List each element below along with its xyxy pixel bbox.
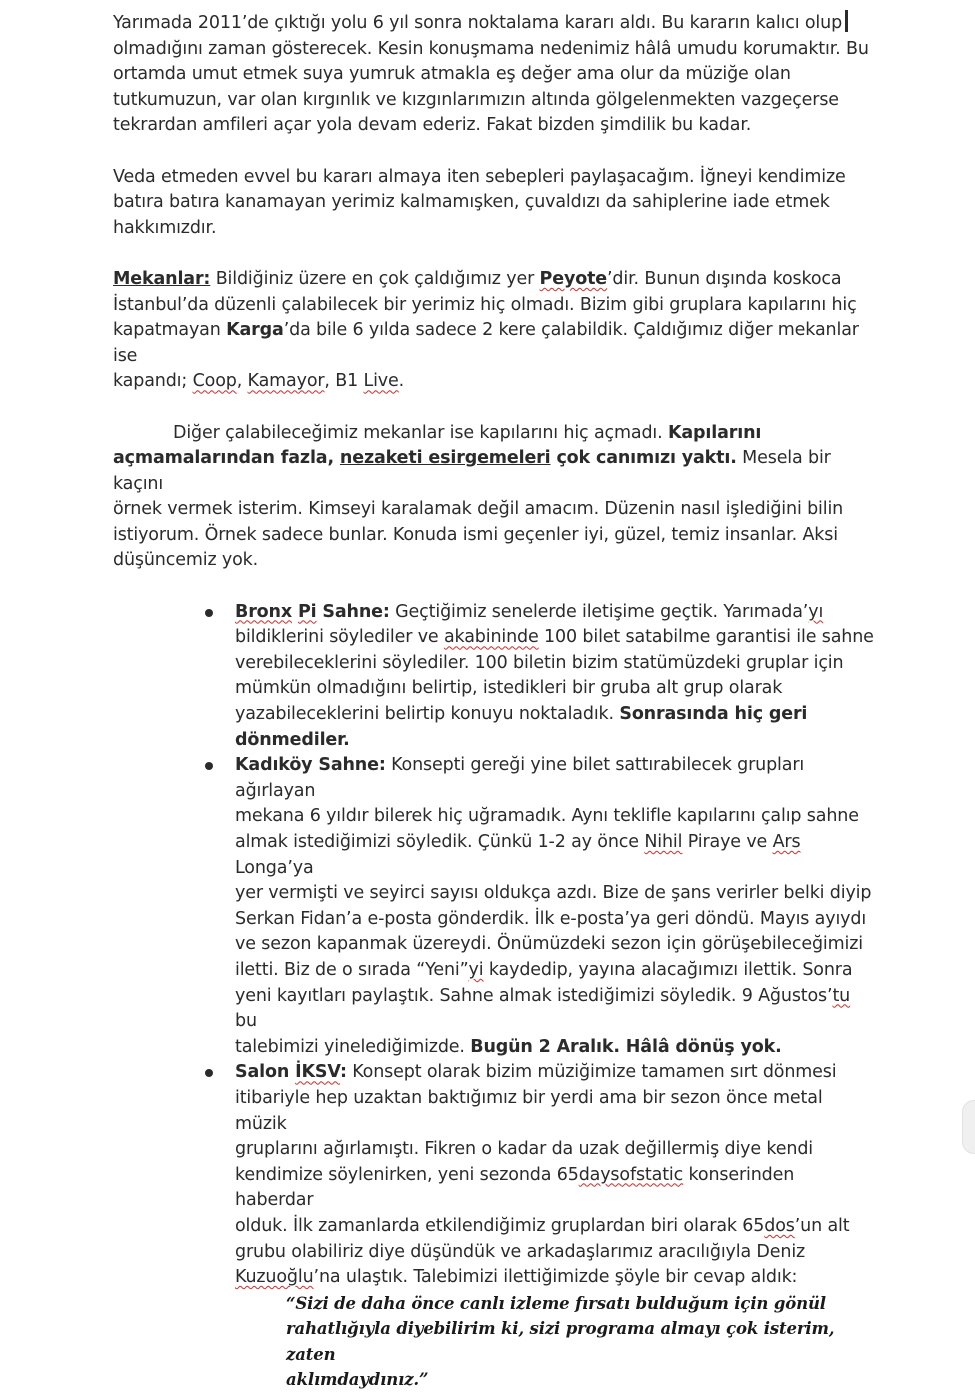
document-body bbox=[113, 10, 875, 1393]
list-item-iksv: Salon İKSV: Konsept olarak bizim müziğimize tamamen sırt dönmesi itibariyle hep uzaktan baktığımız bir yerdi ama bir sezon önce metal müzik gruplarını ağırlamıştı. Fikren o kadar da uzak değillermiş diye kendi kendimize söylenirken, yeni sezonda 65daysofstatic konserinden haberdar olduk. İlk zamanlarda etkilendiğimiz gruplardan biri olarak 65dos’un alt grubu olabiliriz diye düşündük ve arkadaşlarımız aracılığıyla Deniz Kuzuoğlu’na ulaştık. Talebimizi ilettiğimizde şöyle bir cevap aldık: bbox=[235, 1060, 875, 1290]
paragraph-intro: Yarımada 2011’de çıktığı yolu 6 yıl sonra noktalama kararı aldı. Bu kararın kalıcı olup olmadığını zaman gösterecek. Kesin konuşmama nedenimiz hâlâ umudu korumaktır. Bu ortamda umut etmek suya yumruk atmakla eş değer ama olur da müziğe olan tutkumuzun, var olan kırgınlık ve kızgınlarımızın altında gölgelenmekten vazgeçerse tekrardan amfileri açar yola devam ederiz. Fakat bizden şimdilik bu kadar. bbox=[113, 10, 875, 139]
paragraph-closed-doors: Diğer çalabileceğimiz mekanlar ise kapılarını hiç açmadı. Kapılarını açmamalarından fazla, nezaketi esirgemeleri çok canımızı yaktı. Mesela bir kaçını örnek vermek isterim. Kimseyi karalamak değil amacım. Düzenin nasıl işlediğini bilin istiyorum. Örnek sadece bunlar. Konuda ismi geçenler iyi, güzel, temiz insanlar. Aksi düşüncemiz yok. bbox=[113, 422, 844, 571]
list-item-kadikoy: Kadıköy Sahne: Konsepti gereği yine bilet sattırabilecek grupları ağırlayan mekana 6 yıldır bilerek hiç uğramadık. Aynı teklifle kapılarını çalıp sahne almak istediğimizi söyledik. Çünkü 1-2 ay önce Nihil Piraye ve Ars Longa’ya yer vermişti ve seyirci sayısı oldukça azdı. Bize de şans verirler belki diyip Serkan Fidan’a e-posta gönderdik. İlk e-posta’ya geri döndü. Mayıs ayıydı ve sezon kapanmak üzereydi. Önümüzdeki sezon için görüşebileceğimizi iletti. Biz de o sırada “Yeni”yi kaydedip, yayına alacağımızı ilettik. Sonra yeni kayıtları paylaştık. Sahne almak istediğimizi söyledik. 9 Ağustos’tu bu talebimizi yinelediğimizde. Bugün 2 Aralık. Hâlâ dönüş yok. bbox=[235, 753, 875, 1060]
venues-heading: Mekanlar: bbox=[113, 268, 211, 289]
paragraph-venues: Mekanlar: Bildiğiniz üzere en çok çaldığımız yer Peyote’dir. Bunun dışında koskoca İstanbul’da düzenli çalabilecek bir yerimiz hiç olmadı. Bizim gibi gruplara kapılarını hiç kapatmayan Karga’da bile 6 yılda sadece 2 kere çalabildik. Çaldığımız diğer mekanlar ise kapandı; Coop, Kamayor, B1 Live. bbox=[113, 268, 859, 392]
list-item-bronx: Bronx Pi Sahne: Geçtiğimiz senelerde iletişime geçtik. Yarımada’yı bildiklerini söylediler ve akabininde 100 bilet satabilme garantisi ile sahne verebileceklerini söylediler. 100 biletin bizim statümüzdeki gruplar için mümkün olmadığını belirtip, istedikleri bir gruba alt grup olarak yazabileceklerini belirtip konuyu noktaladık. Sonrasında hiç geri dönmediler. bbox=[235, 600, 875, 754]
bullet-icon bbox=[205, 609, 213, 617]
paragraph-farewell: Veda etmeden evvel bu kararı almaya iten sebepleri paylaşacağım. İğneyi kendimize batıra batıra kanamayan yerimiz kalmamışken, çuvaldızı da sahiplerine iade etmek hakkımızdır. bbox=[113, 166, 846, 238]
bullet-icon bbox=[205, 762, 213, 770]
text-cursor bbox=[845, 10, 848, 32]
venue-list bbox=[235, 600, 875, 1291]
bullet-icon bbox=[205, 1069, 213, 1077]
quoted-reply: “Sizi de daha önce canlı izleme fırsatı bulduğum için gönül rahatlığıyla diyebilirim ki, sizi programa almayı çok isterim, zaten aklımdaydınız.” bbox=[286, 1293, 835, 1390]
scroll-handle[interactable] bbox=[962, 1100, 975, 1154]
